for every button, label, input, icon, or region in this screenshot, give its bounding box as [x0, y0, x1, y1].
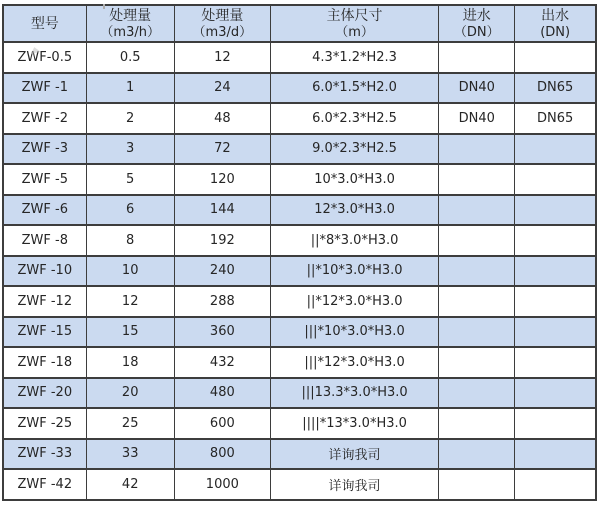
cell-model: ZWF -15: [3, 317, 86, 348]
cell-size: ||*12*3.0*H3.0: [270, 286, 438, 317]
table-row: [3, 225, 596, 256]
col-header-inlet-title: 进水: [462, 7, 491, 24]
cell-flow-daily: 144: [174, 195, 270, 226]
cell-inlet: [439, 347, 515, 378]
header-row: [3, 5, 596, 42]
table-row: [3, 42, 596, 73]
col-header-outlet: [515, 5, 596, 42]
cell-size: 12*3.0*H3.0: [270, 195, 438, 226]
cell-inlet: [439, 134, 515, 165]
col-header-size: [270, 5, 438, 42]
cell-inlet: [439, 164, 515, 195]
cell-inlet: [439, 195, 515, 226]
col-header-inlet-unit: （DN）: [453, 24, 500, 40]
cell-inlet: [439, 225, 515, 256]
cell-flow-daily: 480: [174, 378, 270, 409]
cell-outlet: [515, 378, 596, 409]
cell-flow-hourly: 12: [86, 286, 174, 317]
cell-flow-daily: 1000: [174, 469, 270, 500]
cell-size: 6.0*2.3*H2.5: [270, 103, 438, 134]
cell-model: ZWF -12: [3, 286, 86, 317]
cell-outlet: [515, 164, 596, 195]
cell-flow-hourly: 2: [86, 103, 174, 134]
cell-flow-hourly: 20: [86, 378, 174, 409]
table-row: [3, 73, 596, 104]
cell-outlet: [515, 195, 596, 226]
cell-size: 详询我司: [270, 469, 438, 500]
cell-model: ZWF -3: [3, 134, 86, 165]
cell-model: ZWF -2: [3, 103, 86, 134]
cell-flow-daily: 12: [174, 42, 270, 73]
cell-model: ZWF -6: [3, 195, 86, 226]
table-row: [3, 286, 596, 317]
cell-size: 6.0*1.5*H2.0: [270, 73, 438, 104]
cell-inlet: [439, 439, 515, 470]
cell-inlet: [439, 256, 515, 287]
table-row: [3, 378, 596, 409]
cell-size: 9.0*2.3*H2.5: [270, 134, 438, 165]
cell-outlet: [515, 225, 596, 256]
cell-inlet: DN40: [439, 103, 515, 134]
cell-flow-daily: 48: [174, 103, 270, 134]
cell-size: |||*10*3.0*H3.0: [270, 317, 438, 348]
table-row: [3, 439, 596, 470]
cell-model: ZWF -1: [3, 73, 86, 104]
cell-outlet: [515, 347, 596, 378]
cell-flow-daily: 192: [174, 225, 270, 256]
cell-flow-hourly: 3: [86, 134, 174, 165]
cell-outlet: [515, 469, 596, 500]
cell-inlet: [439, 317, 515, 348]
cell-model: ZWF -20: [3, 378, 86, 409]
cell-inlet: DN40: [439, 73, 515, 104]
cell-model: ZWF-0.5: [3, 42, 86, 73]
cell-size: ||||*13*3.0*H3.0: [270, 408, 438, 439]
col-header-size-title: 主体尺寸: [326, 7, 383, 24]
cell-flow-hourly: 10: [86, 256, 174, 287]
cell-flow-daily: 432: [174, 347, 270, 378]
col-header-flow-daily: [174, 5, 270, 42]
cell-inlet: [439, 42, 515, 73]
col-header-model-title: 型号: [30, 15, 59, 32]
cell-size: ||*10*3.0*H3.0: [270, 256, 438, 287]
cell-model: ZWF -42: [3, 469, 86, 500]
crop-edge-tick: [103, 4, 105, 9]
cell-flow-daily: 24: [174, 73, 270, 104]
cell-size: 详询我司: [270, 439, 438, 470]
cell-flow-hourly: 18: [86, 347, 174, 378]
cell-flow-hourly: 15: [86, 317, 174, 348]
table-row: [3, 195, 596, 226]
cell-model: ZWF -25: [3, 408, 86, 439]
table-row: [3, 164, 596, 195]
cell-outlet: [515, 286, 596, 317]
col-header-model: [3, 5, 86, 42]
cell-outlet: [515, 317, 596, 348]
col-header-flow-daily-title: 处理量: [201, 7, 244, 24]
table-row: [3, 347, 596, 378]
table-row: [3, 317, 596, 348]
col-header-outlet-unit: (DN): [540, 24, 571, 40]
cell-flow-hourly: 5: [86, 164, 174, 195]
table-row: [3, 408, 596, 439]
table-row: [3, 469, 596, 500]
cell-flow-hourly: 8: [86, 225, 174, 256]
cell-flow-hourly: 0.5: [86, 42, 174, 73]
cell-flow-daily: 288: [174, 286, 270, 317]
cell-outlet: DN65: [515, 73, 596, 104]
col-header-flow-daily-unit: （m3/d）: [192, 24, 253, 40]
cell-inlet: [439, 378, 515, 409]
cell-flow-hourly: 6: [86, 195, 174, 226]
cell-size: ||*8*3.0*H3.0: [270, 225, 438, 256]
table-row: [3, 134, 596, 165]
col-header-flow-hourly-unit: （m3/h）: [100, 24, 160, 40]
cell-outlet: [515, 256, 596, 287]
col-header-inlet: [439, 5, 515, 42]
table-row: [3, 256, 596, 287]
cell-size: 4.3*1.2*H2.3: [270, 42, 438, 73]
col-header-flow-hourly: [86, 5, 174, 42]
cell-model: ZWF -10: [3, 256, 86, 287]
col-header-outlet-title: 出水: [541, 7, 570, 24]
cell-model: ZWF -18: [3, 347, 86, 378]
cell-flow-daily: 600: [174, 408, 270, 439]
cell-inlet: [439, 286, 515, 317]
cell-outlet: [515, 439, 596, 470]
cell-model: ZWF -33: [3, 439, 86, 470]
table-row: [3, 103, 596, 134]
cell-outlet: [515, 134, 596, 165]
cell-inlet: [439, 408, 515, 439]
cell-flow-daily: 240: [174, 256, 270, 287]
cell-inlet: [439, 469, 515, 500]
col-header-size-unit: （m）: [335, 24, 374, 40]
cell-outlet: [515, 42, 596, 73]
cell-flow-hourly: 1: [86, 73, 174, 104]
cell-flow-daily: 800: [174, 439, 270, 470]
cell-model: ZWF -5: [3, 164, 86, 195]
cell-size: 10*3.0*H3.0: [270, 164, 438, 195]
col-header-flow-hourly-title: 处理量: [109, 7, 152, 24]
cell-model: ZWF -8: [3, 225, 86, 256]
cell-flow-hourly: 33: [86, 439, 174, 470]
cell-flow-daily: 72: [174, 134, 270, 165]
cell-outlet: DN65: [515, 103, 596, 134]
cell-flow-daily: 120: [174, 164, 270, 195]
cell-flow-hourly: 42: [86, 469, 174, 500]
cell-size: |||13.3*3.0*H3.0: [270, 378, 438, 409]
cell-outlet: [515, 408, 596, 439]
cell-size: |||*12*3.0*H3.0: [270, 347, 438, 378]
product-spec-table: [2, 4, 597, 501]
cell-flow-daily: 360: [174, 317, 270, 348]
cell-flow-hourly: 25: [86, 408, 174, 439]
